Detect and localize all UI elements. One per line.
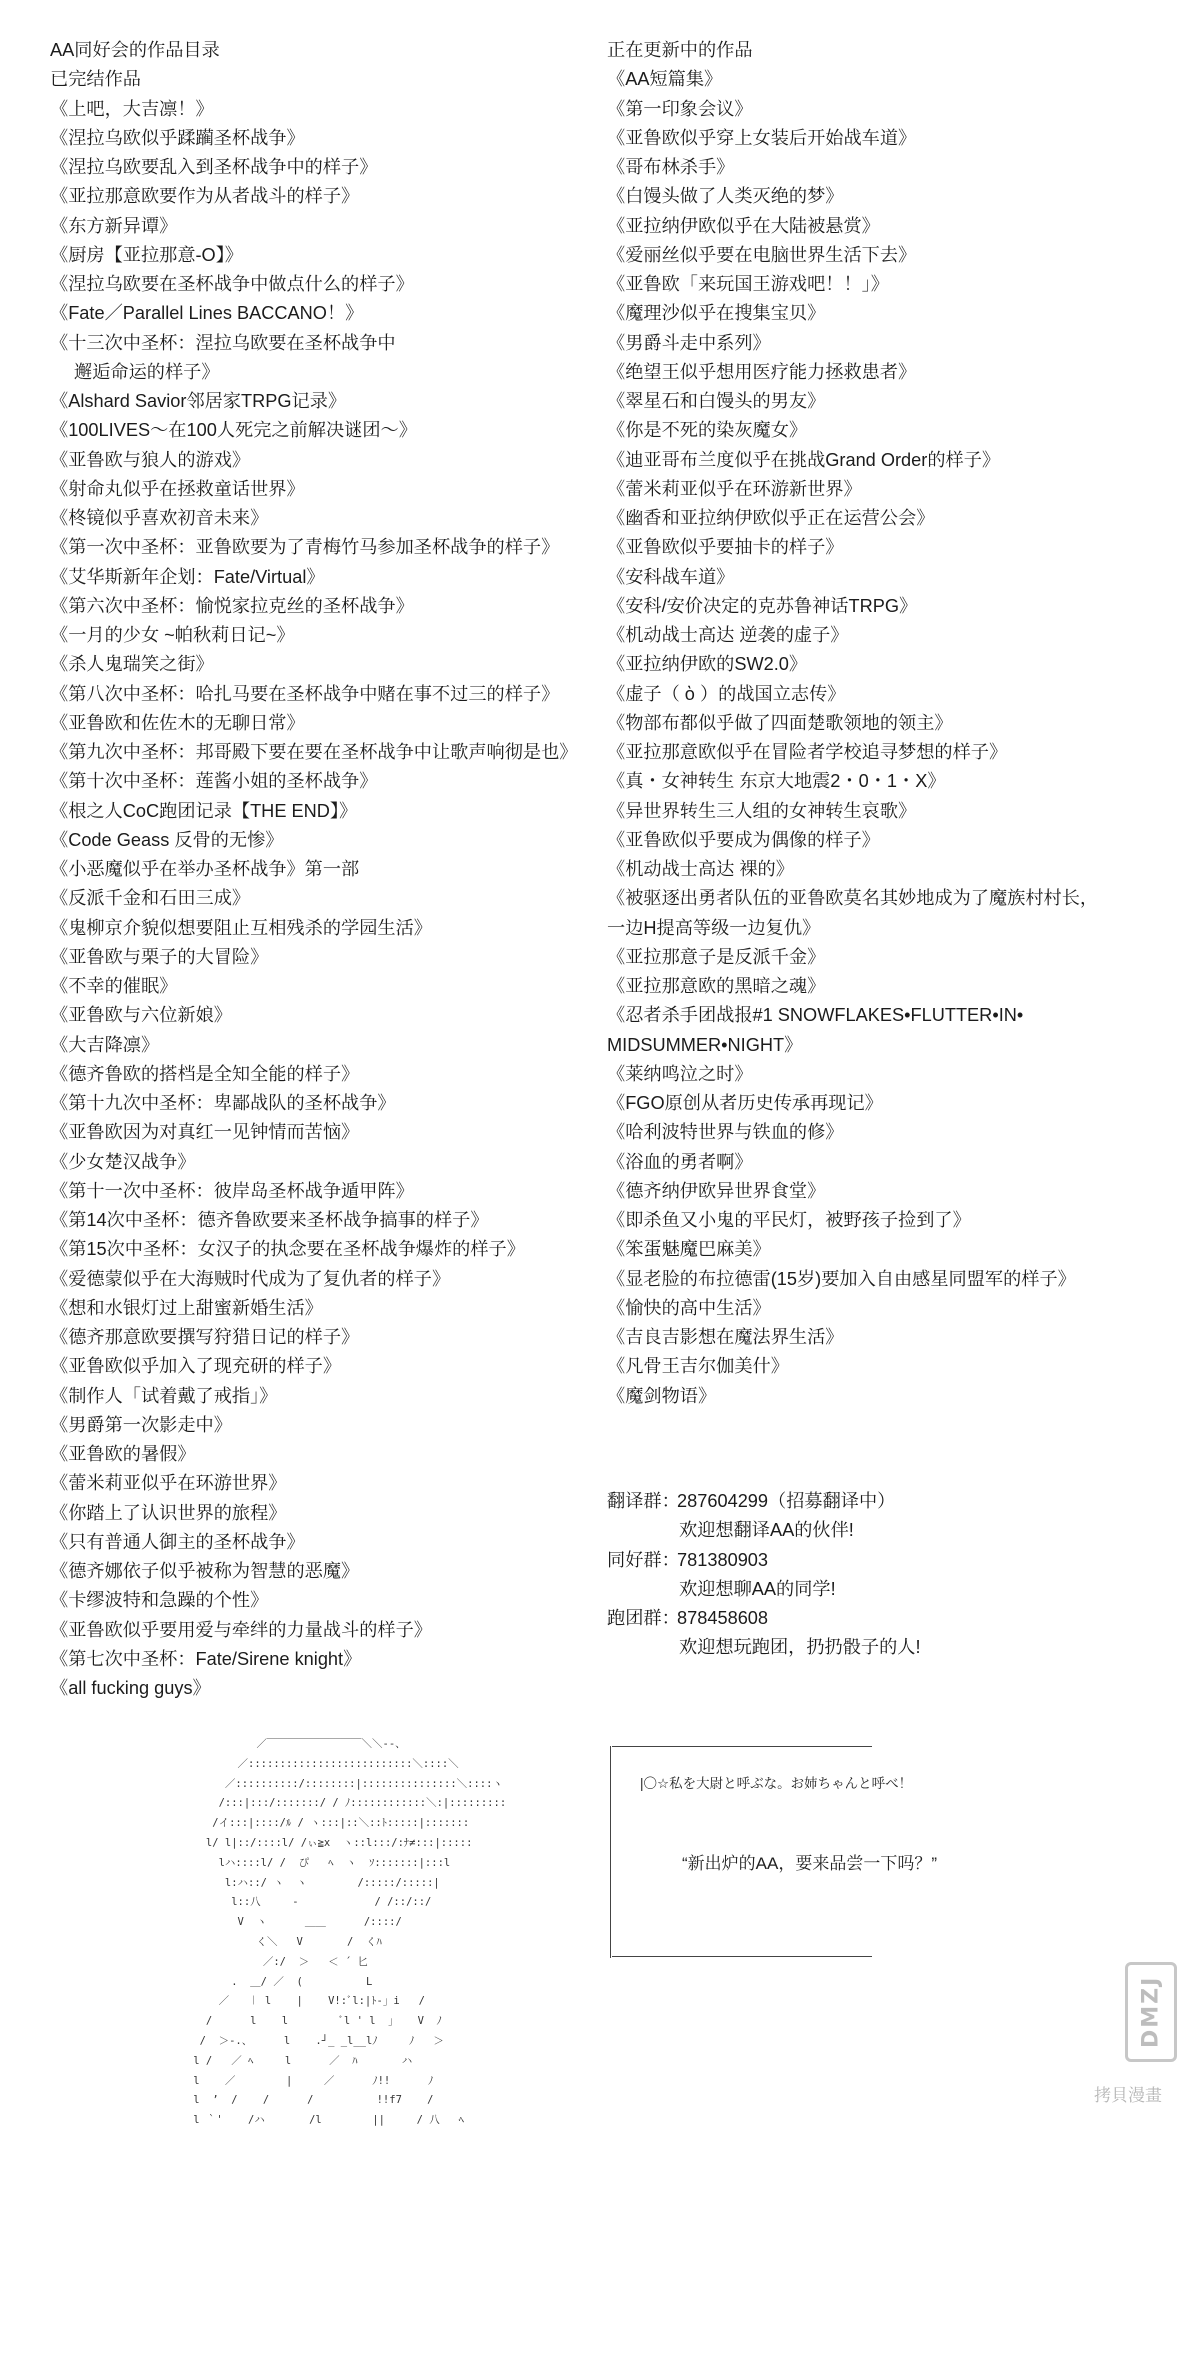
work-title: 《异世界转生三人组的女神转生哀歌》 <box>607 800 917 821</box>
work-title-continuation: 一边H提高等级一边复仇》 <box>607 917 821 938</box>
work-title: 《FGO原创从者历史传承再现记》 <box>607 1093 883 1113</box>
work-title: 《哈利波特世界与铁血的修》 <box>607 1122 844 1143</box>
completed-heading: 已完结作品 <box>50 69 141 90</box>
work-title: 《显老脸的布拉德雷(15岁)要加入自由感星同盟军的样子》 <box>607 1268 1076 1289</box>
contact-number: 287604299（招募翻译中） <box>677 1491 896 1511</box>
work-title: 《第十次中圣杯：莲酱小姐的圣杯战争》 <box>50 771 378 792</box>
work-title: 《涅拉乌欧要乱入到圣杯战争中的样子》 <box>50 157 378 177</box>
watermark-logo-text: DMZJ <box>1138 1975 1164 2049</box>
work-title: 《亚拉那意子是反派千金》 <box>607 946 826 967</box>
work-title: 《Fate／Parallel Lines BACCANO！》 <box>50 303 364 324</box>
speech-frame-bottom-rule <box>612 1956 872 1957</box>
work-title: 《忍者杀手团战报#1 SNOWFLAKES•FLUTTER•IN• <box>607 1005 1024 1026</box>
work-title: 《Alshard Savior邻居家TRPG记录》 <box>50 391 347 411</box>
work-title: 《安科战车道》 <box>607 566 735 587</box>
work-title: 《亚鲁欧因为对真红一见钟情而苦恼》 <box>50 1122 360 1143</box>
work-title: 《被驱逐出勇者队伍的亚鲁欧莫名其妙地成为了魔族村村长， <box>607 888 1099 909</box>
work-title: 《一月的少女 ~帕秋莉日记~》 <box>50 625 295 645</box>
watermark-caption: 拷貝漫畫 <box>1094 2086 1162 2106</box>
work-title: 《魔剑物语》 <box>607 1385 717 1406</box>
work-title: 《德齐那意欧要撰写狩猎日记的样子》 <box>50 1327 360 1347</box>
contact-note: 欢迎想聊AA的同学! <box>679 1578 836 1599</box>
work-title: 《小恶魔似乎在举办圣杯战争》第一部 <box>50 859 360 879</box>
work-title: 《鬼柳京介貌似想要阻止互相残杀的学园生活》 <box>50 917 432 938</box>
work-title: 《第六次中圣杯：愉悦家拉克丝的圣杯战争》 <box>50 595 414 616</box>
work-title: 《白馒头做了人类灭绝的梦》 <box>607 186 844 207</box>
work-title: 《虚子（ ὸ ）的战国立志传》 <box>607 683 846 704</box>
work-title: 《亚拉那意欧似乎在冒险者学校追寻梦想的样子》 <box>607 742 1008 762</box>
japanese-speech-line: |〇☆私を大尉と呼ぶな。お姉ちゃんと呼べ！ <box>640 1776 913 1791</box>
work-title: 《第七次中圣杯：Fate/Sirene knight》 <box>50 1648 362 1669</box>
work-title: 《涅拉乌欧似乎蹂躏圣杯战争》 <box>50 127 305 148</box>
work-title: 《只有普通人御主的圣杯战争》 <box>50 1531 305 1552</box>
work-title: 《魔理沙似乎在搜集宝贝》 <box>607 303 826 324</box>
contact-label: 跑团群： <box>607 1608 680 1628</box>
work-title: 《第15次中圣杯：女汉子的执念要在圣杯战争爆炸的样子》 <box>50 1239 525 1260</box>
work-title: 《德齐鲁欧的搭档是全知全能的样子》 <box>50 1063 360 1084</box>
work-title: 《亚拉那意欧要作为从者战斗的样子》 <box>50 186 360 207</box>
work-title: 《第九次中圣杯：邦哥殿下要在要在圣杯战争中让歌声响彻是也》 <box>50 742 578 762</box>
work-title: 《亚鲁欧似乎要抽卡的样子》 <box>607 537 844 558</box>
work-title: 《100LIVES～在100人死完之前解决谜团～》 <box>50 420 417 441</box>
contact-note: 欢迎想玩跑团，扔扔骰子的人! <box>679 1637 921 1658</box>
work-title: 《制作人「试着戴了戒指」》 <box>50 1385 278 1406</box>
contact-number: 878458608 <box>677 1608 769 1628</box>
contact-fan-group <box>607 1546 1167 1575</box>
work-title: 《机动战士高达 裸的》 <box>607 859 794 879</box>
work-title: 《亚鲁欧和佐佐木的无聊日常》 <box>50 712 305 733</box>
work-title: 《上吧，大吉凛！》 <box>50 98 214 119</box>
work-title: 《亚拉那意欧的黑暗之魂》 <box>607 976 826 996</box>
work-title: 《亚拉纳伊欧的SW2.0》 <box>607 654 808 675</box>
work-title: 《想和水银灯过上甜蜜新婚生活》 <box>50 1297 323 1318</box>
work-title: 《涅拉乌欧要在圣杯战争中做点什么的样子》 <box>50 274 414 294</box>
completed-works-column <box>50 36 590 1703</box>
work-title: 《卡缪波特和急躁的个性》 <box>50 1590 269 1611</box>
work-title: 《亚鲁欧与六位新娘》 <box>50 1005 232 1026</box>
contact-label: 翻译群： <box>607 1491 680 1511</box>
work-title: 《亚鲁欧与栗子的大冒险》 <box>50 946 269 967</box>
work-title: 《愉快的高中生活》 <box>607 1297 771 1318</box>
work-title: 《亚鲁欧「来玩国王游戏吧！！」》 <box>607 274 889 294</box>
dmzj-watermark-logo <box>1125 1962 1177 2062</box>
work-title: 《哥布林杀手》 <box>607 157 735 177</box>
work-title: 《艾华斯新年企划：Fate/Virtual》 <box>50 566 325 587</box>
group-contacts <box>607 1487 1167 1663</box>
work-title: 《男爵第一次影走中》 <box>50 1414 232 1435</box>
ongoing-heading: 正在更新中的作品 <box>607 40 753 60</box>
work-title: 《亚鲁欧的暑假》 <box>50 1444 196 1464</box>
chinese-speech-line: “新出炉的AA，要来品尝一下吗？” <box>682 1854 937 1873</box>
work-title: 《亚鲁欧似乎要成为偶像的样子》 <box>607 829 880 850</box>
ascii-art-character: ／￣￣￣￣￣￣￣￣￣＼＼--、 ／::::::::::::::::::::::::::＼::::＼ ／::::::::::/::::::::|:::::::::::::::＼::::ヽ /:::|:::/:::::::/ / ﾉ::::::::::::＼:|::::::::: /イ:::|::::/ﾙ / ヽ:::|::＼::ﾄ:::::|::::::: l/ l|::/::::l/ /ぃ≧x ヽ::l:::/:ﾅ≠:::|::::: lハ::::l/ / ぴ ﾍ ヽ ｿ:::::::|:::l l:ハ::/ ヽ ヽ /:::::/:::::| l::八 - / /::/::/ V ヽ ＿＿ /::::/ く＼ V / くﾊ ／:/ ＞ ＜ ´ 匕 . ＿/ ／ ( L ／ ︱ l | V!:ﾞl:|ﾄ-」i / / l l ﾞl ' l 」 V ﾉ / ＞-.、 l .┘_ _l__lﾉ ﾉ ＞ l / ／ ﾍ l ／ ﾊ ハ l ／ | ／ ﾉ!! ﾉ l ’ / / / !!f7 / l ｀' /ハ /l || / 八 ﾍ <box>193 1738 507 2127</box>
work-title: 《大吉降凛》 <box>50 1034 160 1055</box>
work-title: 《第一次中圣杯：亚鲁欧要为了青梅竹马参加圣杯战争的样子》 <box>50 537 560 558</box>
speech-frame-edge <box>610 1746 611 1958</box>
work-title: 《真・女神转生 东京大地震2・0・1・X》 <box>607 771 946 792</box>
work-title: 《射命丸似乎在拯救童话世界》 <box>50 478 305 499</box>
work-title: 《安科/安价决定的克苏鲁神话TRPG》 <box>607 595 918 616</box>
work-title: 《绝望王似乎想用医疗能力拯救患者》 <box>607 361 917 382</box>
work-title: 《第八次中圣杯：哈扎马要在圣杯战争中赌在事不过三的样子》 <box>50 683 560 704</box>
contact-note: 欢迎想翻译AA的伙伴! <box>679 1520 854 1541</box>
work-title: 《all fucking guys》 <box>50 1678 211 1698</box>
work-title: 《杀人鬼瑞笑之街》 <box>50 654 214 675</box>
speech-frame-top-rule <box>612 1746 872 1747</box>
work-title: 《东方新异谭》 <box>50 215 178 236</box>
work-title-continuation: 邂逅命运的样子》 <box>74 361 220 382</box>
work-title: 《吉良吉影想在魔法界生活》 <box>607 1327 844 1347</box>
work-title: 《男爵斗走中系列》 <box>607 332 771 353</box>
work-title: 《第十九次中圣杯：卑鄙战队的圣杯战争》 <box>50 1093 396 1113</box>
work-title: 《物部布都似乎做了四面楚歌领地的领主》 <box>607 712 953 733</box>
ongoing-works-column <box>607 36 1167 1411</box>
work-title: 《少女楚汉战争》 <box>50 1151 196 1172</box>
work-title: 《笨蛋魅魔巴麻美》 <box>607 1239 771 1260</box>
work-title: 《德齐纳伊欧异世界食堂》 <box>607 1180 826 1201</box>
catalog-title: AA同好会的作品目录 <box>50 40 220 60</box>
work-title: 《AA短篇集》 <box>607 69 723 90</box>
work-title: 《第十一次中圣杯：彼岸岛圣杯战争遁甲阵》 <box>50 1180 414 1201</box>
work-title: 《反派千金和石田三成》 <box>50 888 251 909</box>
work-title: 《亚鲁欧与狼人的游戏》 <box>50 449 251 470</box>
work-title: 《迪亚哥布兰度似乎在挑战Grand Order的样子》 <box>607 449 1001 470</box>
work-title: 《爱丽丝似乎要在电脑世界生活下去》 <box>607 244 917 265</box>
work-title: 《十三次中圣杯：涅拉乌欧要在圣杯战争中 <box>50 332 396 353</box>
work-title: 《蕾米莉亚似乎在环游世界》 <box>50 1473 287 1494</box>
work-title: 《爱德蒙似乎在大海贼时代成为了复仇者的样子》 <box>50 1268 451 1289</box>
work-title: 《你踏上了认识世界的旅程》 <box>50 1502 287 1523</box>
work-title: 《第14次中圣杯：德齐鲁欧要来圣杯战争搞事的样子》 <box>50 1210 489 1230</box>
work-title: 《厨房【亚拉那意-O】》 <box>50 244 243 265</box>
work-title: 《德齐娜依子似乎被称为智慧的恶魔》 <box>50 1561 360 1581</box>
work-title: 《亚拉纳伊欧似乎在大陆被悬赏》 <box>607 215 880 236</box>
contact-trpg-group <box>607 1604 1167 1633</box>
work-title: 《翠星石和白馒头的男友》 <box>607 391 826 411</box>
work-title: 《不幸的催眠》 <box>50 976 178 996</box>
work-title: 《浴血的勇者啊》 <box>607 1151 753 1172</box>
work-title: 《柊镜似乎喜欢初音未来》 <box>50 508 269 528</box>
work-title: 《莱纳鸣泣之时》 <box>607 1063 753 1084</box>
work-title-continuation: MIDSUMMER•NIGHT》 <box>607 1034 803 1055</box>
contact-translation <box>607 1487 1167 1516</box>
work-title: 《蕾米莉亚似乎在环游新世界》 <box>607 478 862 499</box>
work-title: 《亚鲁欧似乎穿上女装后开始战车道》 <box>607 127 917 148</box>
work-title: 《你是不死的染灰魔女》 <box>607 420 808 441</box>
work-title: 《机动战士高达 逆袭的虚子》 <box>607 625 849 645</box>
work-title: 《亚鲁欧似乎要用爱与牵绊的力量战斗的样子》 <box>50 1619 432 1640</box>
work-title: 《第一印象会议》 <box>607 98 753 119</box>
contact-number: 781380903 <box>677 1549 769 1570</box>
work-title: 《即杀鱼又小鬼的平民灯，被野孩子捡到了》 <box>607 1210 971 1230</box>
work-title: 《亚鲁欧似乎加入了现充研的样子》 <box>50 1356 342 1377</box>
work-title: 《根之人CoC跑团记录【THE END】》 <box>50 800 358 821</box>
contact-label: 同好群： <box>607 1549 680 1570</box>
work-title: 《幽香和亚拉纳伊欧似乎正在运营公会》 <box>607 508 935 528</box>
work-title: 《Code Geass 反骨的无惨》 <box>50 829 284 850</box>
work-title: 《凡骨王吉尔伽美什》 <box>607 1356 789 1377</box>
